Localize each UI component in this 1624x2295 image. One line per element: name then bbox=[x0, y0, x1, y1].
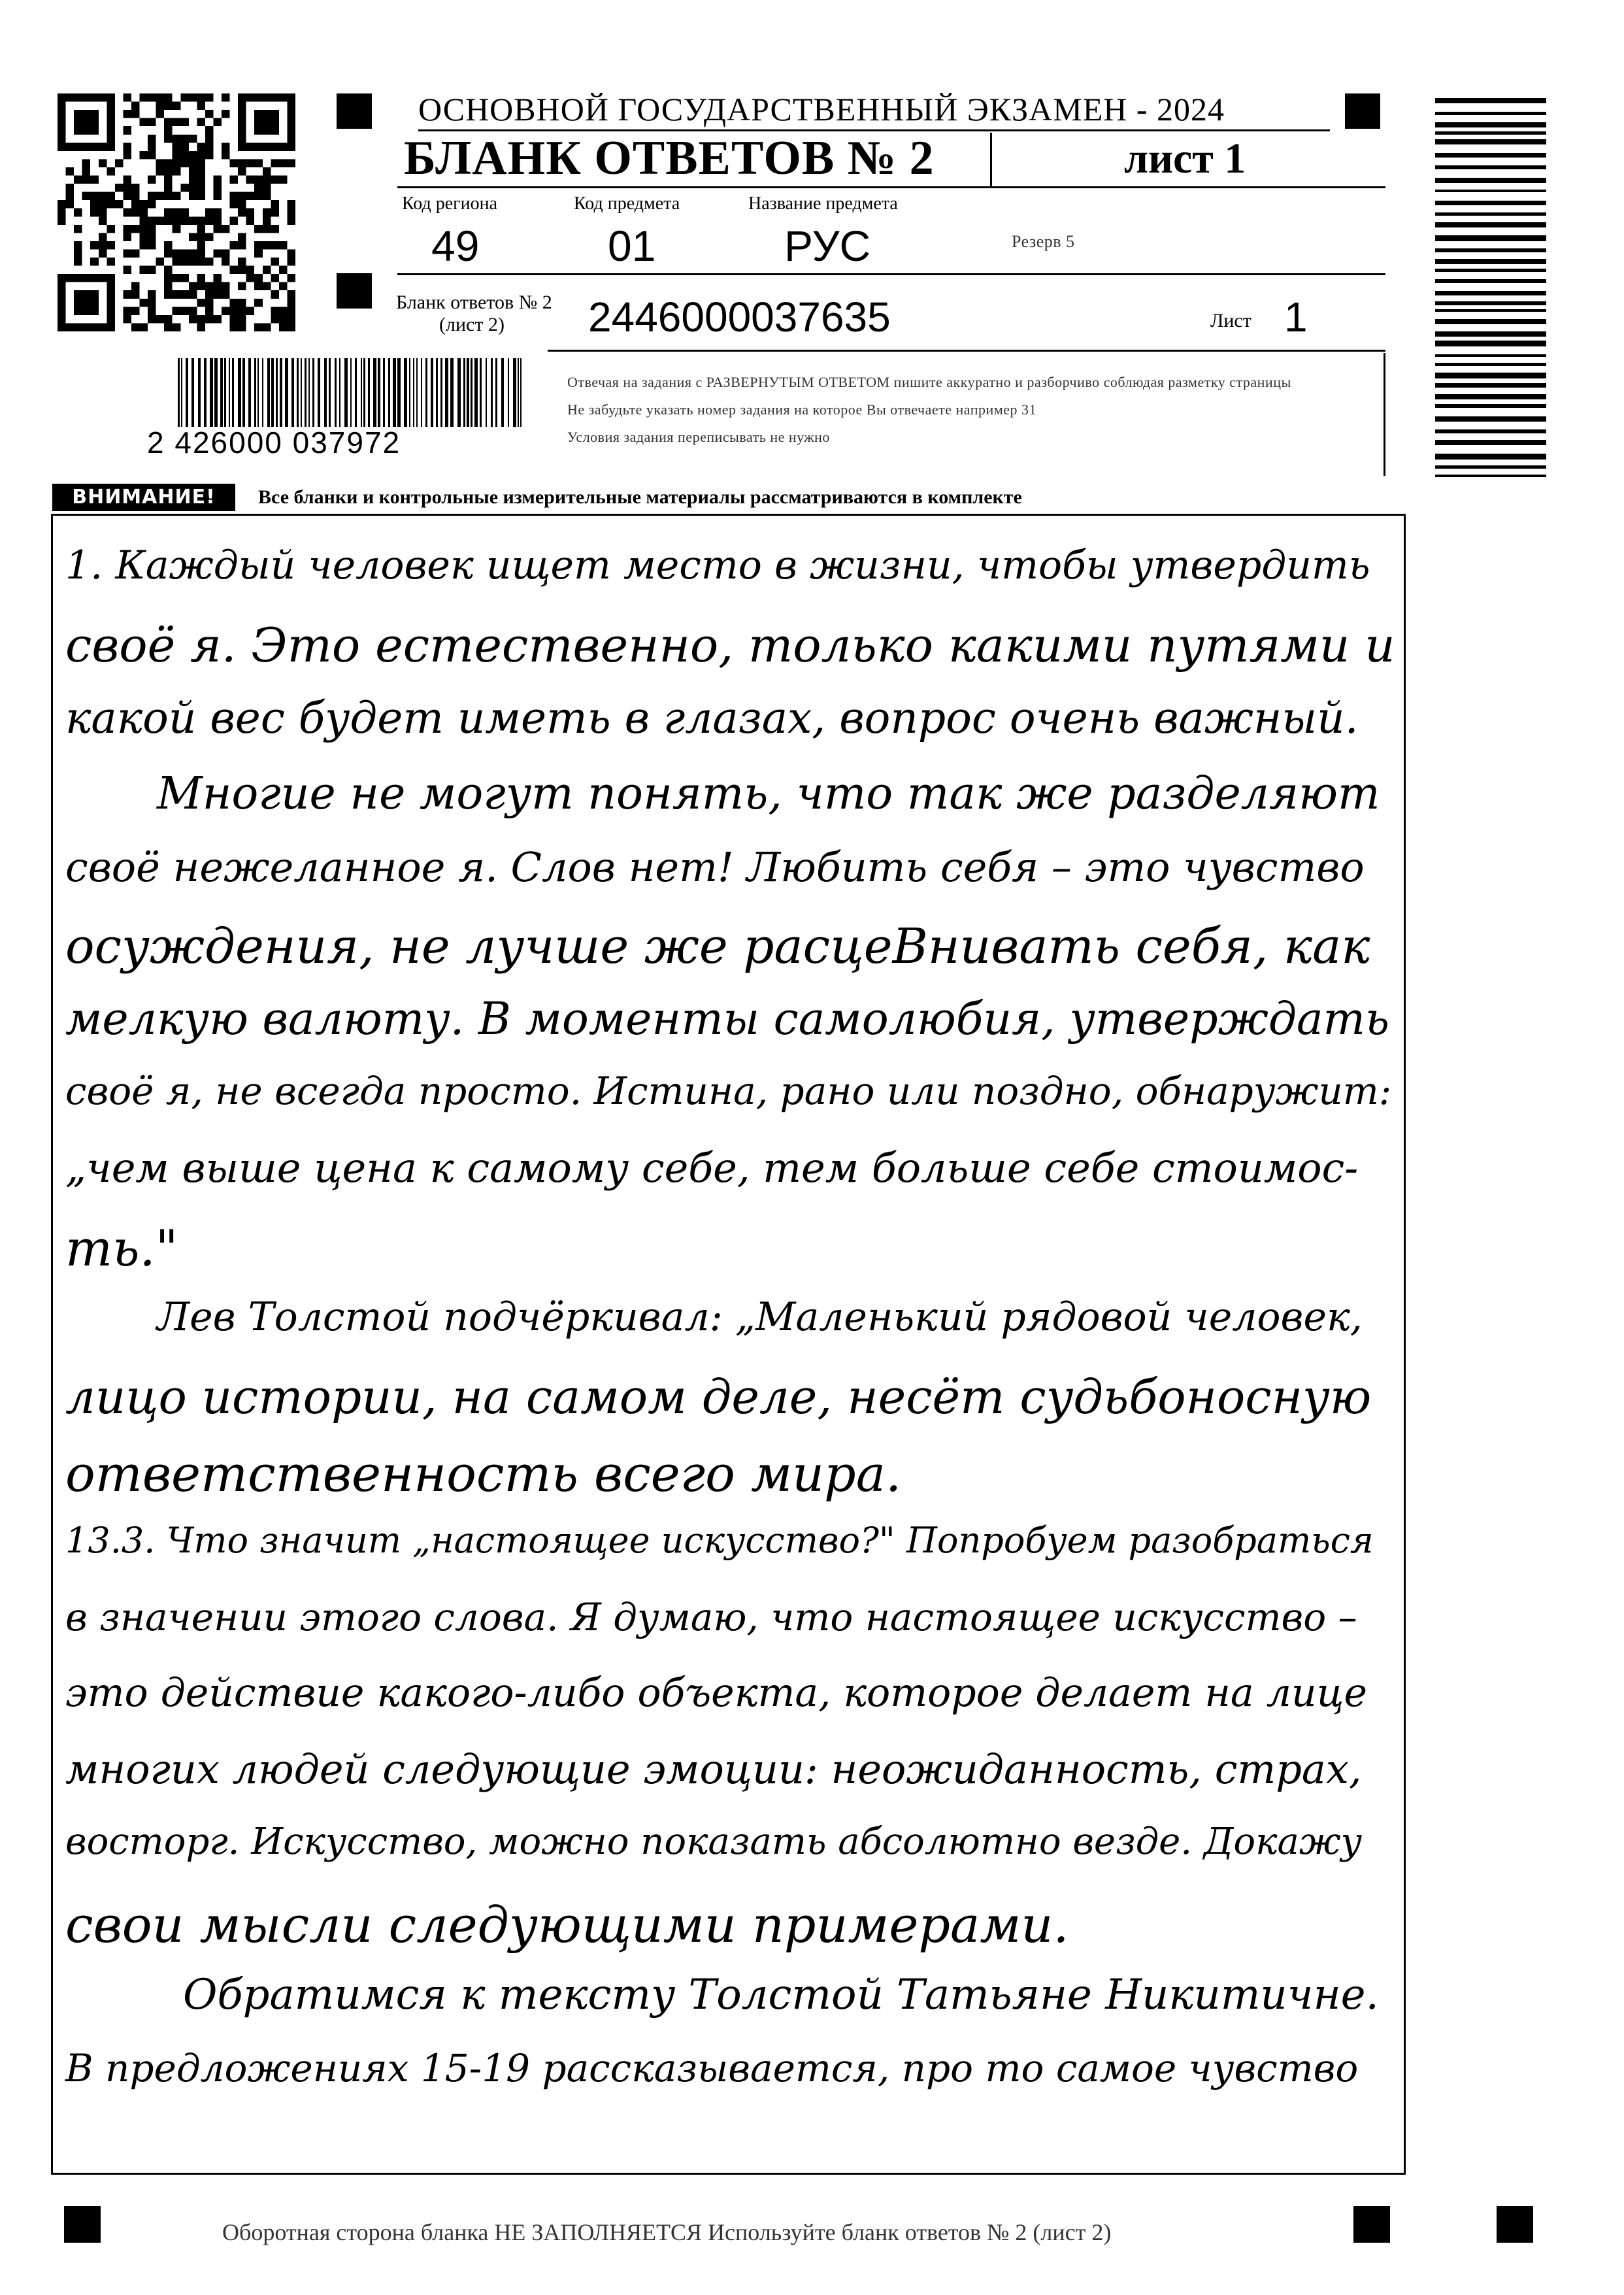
alignment-marker bbox=[337, 93, 372, 129]
divider bbox=[990, 133, 992, 186]
divider bbox=[1384, 353, 1385, 476]
alignment-marker bbox=[337, 273, 372, 309]
form-title: БЛАНК ОТВЕТОВ № 2 bbox=[404, 131, 935, 185]
warning-text: Все бланки и контрольные измерительные материалы рассматриваются в комплекте bbox=[258, 486, 1022, 508]
warning-label: ВНИМАНИЕ! bbox=[52, 484, 235, 511]
answer-line: мелкую валюту. В моменты самолюбия, утверждать bbox=[65, 994, 1390, 1045]
form-ref-sheet: (лист 2) bbox=[439, 314, 505, 335]
subject-name-label: Название предмета bbox=[748, 193, 898, 214]
answer-line: своё нежеланное я. Слов нет! Любить себя – это чувство bbox=[65, 843, 1365, 891]
answer-line: 13.3. Что значит „настоящее искусство?" Попробуем разобраться bbox=[65, 1520, 1374, 1561]
divider bbox=[397, 273, 1385, 275]
form-ref-label: Бланк ответов № 2 bbox=[396, 292, 552, 313]
alignment-marker bbox=[64, 2206, 101, 2243]
answer-line: свои мысли следующими примерами. bbox=[65, 1896, 1069, 1954]
divider bbox=[397, 186, 1385, 188]
alignment-marker bbox=[1353, 2206, 1390, 2243]
answer-line: в значении этого слова. Я думаю, что настоящее искусство – bbox=[65, 1595, 1357, 1639]
instruction-line: Не забудьте указать номер задания на которое Вы отвечаете например 31 bbox=[567, 401, 1037, 418]
footer-note: Оборотная сторона бланка НЕ ЗАПОЛНЯЕТСЯ Используйте бланк ответов № 2 (лист 2) bbox=[222, 2219, 1112, 2245]
answer-line: В предложениях 15-19 рассказывается, про то самое чувство bbox=[65, 2046, 1359, 2090]
answer-line: Лев Толстой подчёркивал: „Маленький рядовой человек, bbox=[157, 1294, 1363, 1340]
answer-line: восторг. Искусство, можно показать абсолютно везде. Докажу bbox=[65, 1820, 1363, 1863]
instruction-line: Отвечая на задания с РАЗВЕРНУТЫМ ОТВЕТОМ пишите аккуратно и разборчиво соблюдая разметку страницы bbox=[567, 374, 1291, 390]
answer-line: многих людей следующие эмоции: неожиданность, страх, bbox=[65, 1745, 1362, 1793]
answer-line: своё я, не всегда просто. Истина, рано или поздно, обнаружит: bbox=[65, 1069, 1392, 1113]
answer-line: ть." bbox=[65, 1219, 178, 1277]
form-number: 2446000037635 bbox=[588, 293, 891, 341]
reserve-label: Резерв 5 bbox=[1012, 232, 1075, 251]
timing-stripes bbox=[1435, 98, 1546, 477]
answer-line: лицо истории, на самом деле, несёт судьбоносную bbox=[65, 1369, 1372, 1424]
sheet-label: Лист bbox=[1210, 310, 1251, 331]
region-code-label: Код региона bbox=[402, 193, 498, 214]
answer-line: это действие какого-либо объекта, которое делает на лице bbox=[65, 1670, 1367, 1716]
answer-line: ответственность всего мира. bbox=[65, 1445, 902, 1503]
answer-line: Обратимся к тексту Толстой Татьяне Никитичне. bbox=[183, 1971, 1379, 2019]
region-code-value: 49 bbox=[431, 222, 480, 270]
alignment-marker bbox=[1497, 2206, 1533, 2243]
answer-line: своё я. Это естественно, только какими путями и bbox=[65, 618, 1395, 673]
subject-code-value: 01 bbox=[608, 222, 656, 270]
alignment-marker bbox=[1345, 93, 1380, 129]
subject-code-label: Код предмета bbox=[574, 193, 680, 214]
subject-name-value: РУС bbox=[784, 222, 871, 270]
answer-line: какой вес будет иметь в глазах, вопрос очень важный. bbox=[65, 693, 1359, 743]
sheet-number: 1 bbox=[1284, 293, 1308, 341]
barcode-digits: 2 426000 037972 bbox=[147, 426, 401, 460]
answer-line: осуждения, не лучше же расцеВнивать себя, как bbox=[65, 918, 1370, 975]
answer-line: Многие не могут понять, что так же разделяют bbox=[157, 768, 1380, 820]
exam-title: ОСНОВНОЙ ГОСУДАРСТВЕННЫЙ ЭКЗАМЕН - 2024 bbox=[418, 90, 1330, 131]
divider bbox=[548, 350, 1385, 352]
answer-line: 1. Каждый человек ищет место в жизни, чтобы утвердить bbox=[65, 543, 1370, 588]
qr-code bbox=[58, 93, 295, 332]
instruction-line: Условия задания переписывать не нужно bbox=[567, 429, 830, 445]
sheet-title: лист 1 bbox=[1124, 135, 1246, 182]
answer-line: „чем выше цена к самому себе, тем больше себе стоимос- bbox=[65, 1144, 1359, 1192]
